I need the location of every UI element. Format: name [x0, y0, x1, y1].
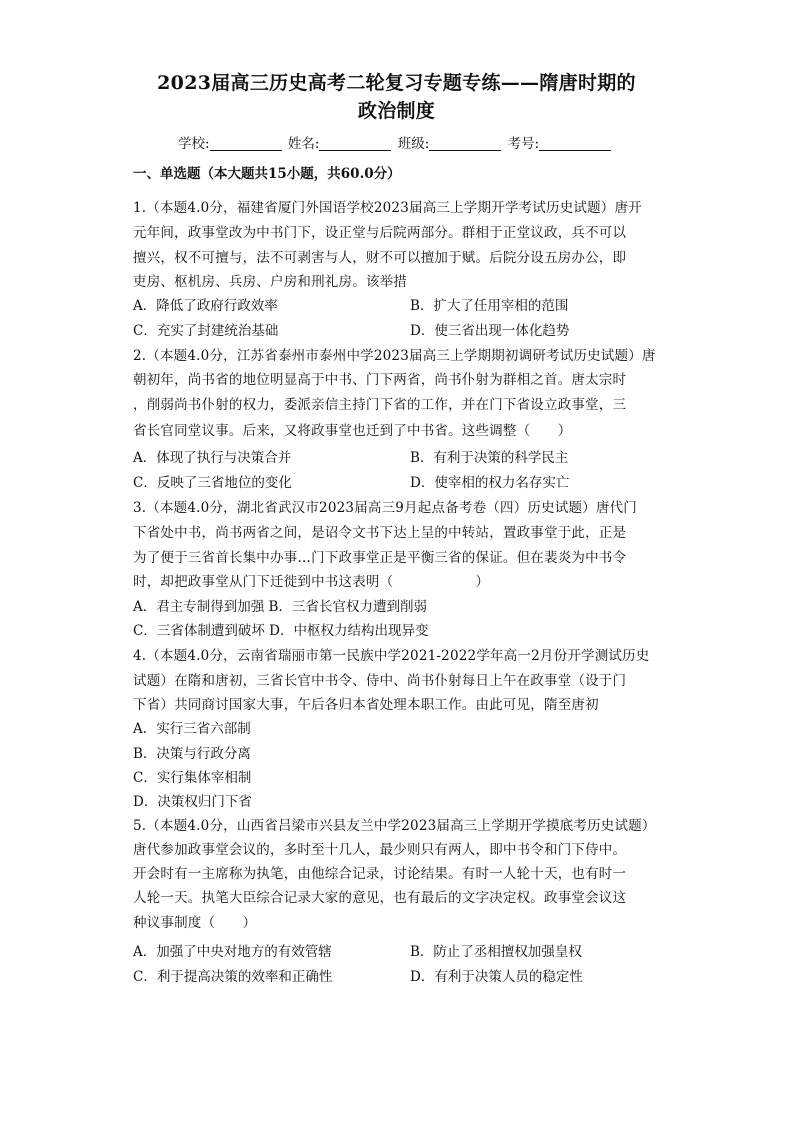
question-1-option-d[interactable]: D．使三省出现一体化趋势	[410, 323, 570, 339]
question-5-option-d[interactable]: D．有利于决策人员的稳定性	[410, 969, 583, 985]
question-4-line: 下省）共同商讨国家大事，午后各归本省处理本职工作。由此可见，隋至唐初	[133, 697, 599, 713]
question-4-option-a[interactable]: A．实行三省六部制	[133, 721, 251, 737]
question-5-line: 5.（本题4.0分，山西省吕梁市兴县友兰中学2023届高三上学期开学摸底考历史试题）	[133, 818, 656, 834]
question-4-line: 4.（本题4.0分，云南省瑞丽市第一民族中学2021-2022学年高一2月份开学测试历史	[133, 648, 650, 664]
question-5-line: 种议事制度（ ）	[133, 915, 257, 931]
question-3-line: 为了便于三省首长集中办事…门下政事堂正是平衡三省的保证。但在裴炎为中书令	[133, 550, 627, 566]
question-1-option-b[interactable]: B．扩大了任用宰相的范围	[410, 298, 569, 314]
question-2-option-b[interactable]: B．有利于决策的科学民主	[410, 450, 569, 466]
question-1-line: 元年间，政事堂改为中书门下，设正堂与后院两部分。群相于正堂议政，兵不可以	[133, 225, 627, 241]
exam-number-label: 考号:	[507, 136, 540, 152]
question-3-options-cd[interactable]: C．三省体制遭到破坏 D．中枢权力结构出现异变	[133, 623, 429, 639]
exam-number-blank[interactable]	[539, 136, 611, 151]
question-5-option-a[interactable]: A．加强了中央对地方的有效管辖	[133, 944, 332, 960]
question-2-line: ，削弱尚书仆射的权力，委派亲信主持门下省的工作，并在门下省设立政事堂，三	[133, 397, 627, 413]
question-5-line: 人轮一天。执笔大臣综合记录大家的意见，也有最后的文字决定权。政事堂会议这	[133, 890, 627, 906]
question-5-option-b[interactable]: B．防止了丞相擅权加强皇权	[410, 944, 582, 960]
question-5-line: 开会时有一主席称为执笔，由他综合记录，讨论结果。有时一人轮十天，也有时一	[133, 866, 627, 882]
question-4-option-b[interactable]: B．决策与行政分离	[133, 746, 251, 762]
question-1-option-a[interactable]: A．降低了政府行政效率	[133, 298, 278, 314]
class-blank[interactable]	[429, 136, 501, 151]
school-label: 学校:	[178, 136, 210, 152]
page-title-line1: 2023届高三历史高考二轮复习专题专练——隋唐时期的	[157, 72, 636, 94]
question-3-line: 时，却把政事堂从门下迁徙到中书这表明（ ）	[133, 574, 490, 590]
class-label: 班级:	[397, 136, 430, 152]
page-title-line2: 政治制度	[357, 100, 436, 122]
name-blank[interactable]	[319, 136, 391, 151]
question-2-option-a[interactable]: A．体现了执行与决策合并	[133, 450, 292, 466]
question-2-line: 朝初年，尚书省的地位明显高于中书、门下两省，尚书仆射为群相之首。唐太宗时	[133, 372, 627, 388]
question-2-option-d[interactable]: D．使宰相的权力名存实亡	[410, 475, 570, 491]
section-heading: 一、单选题（本大题共15小题，共60.0分）	[133, 166, 401, 182]
question-5-option-c[interactable]: C．利于提高决策的效率和正确性	[133, 969, 333, 985]
question-1-line: 擅兴，权不可擅与，法不可剥害与人，财不可以擅加于赋。后院分设五房办公，即	[133, 250, 627, 266]
question-1-line: 吏房、枢机房、兵房、户房和刑礼房。该举措	[133, 274, 407, 290]
question-1-option-c[interactable]: C．充实了封建统治基础	[133, 323, 279, 339]
question-2-option-c[interactable]: C．反映了三省地位的变化	[133, 475, 292, 491]
question-3-line: 3.（本题4.0分，湖北省武汉市2023届高三9月起点备考卷（四）历史试题）唐代门	[133, 500, 637, 516]
question-4-line: 试题）在隋和唐初，三省长官中书令、侍中、尚书仆射每日上午在政事堂（设于门	[133, 673, 627, 689]
question-3-line: 下省处中书，尚书两省之间，是诏令文书下达上呈的中转站，置政事堂于此，正是	[133, 525, 627, 541]
name-label: 姓名:	[287, 136, 320, 152]
question-5-line: 唐代参加政事堂会议的，多时至十几人，最少则只有两人，即中书令和门下侍中。	[133, 842, 627, 858]
school-blank[interactable]	[210, 136, 282, 151]
question-4-option-d[interactable]: D．决策权归门下省	[133, 794, 252, 810]
student-info-row	[178, 132, 613, 152]
question-3-options-ab[interactable]: A．君主专制得到加强 B．三省长官权力遭到削弱	[133, 599, 427, 615]
question-2-line: 省长官同堂议事。后来，又将政事堂也迁到了中书省。这些调整（ ）	[133, 423, 572, 439]
question-4-option-c[interactable]: C．实行集体宰相制	[133, 770, 252, 786]
question-1-line: 1.（本题4.0分，福建省厦门外国语学校2023届高三上学期开学考试历史试题）唐开	[133, 200, 642, 216]
question-2-line: 2.（本题4.0分，江苏省泰州市泰州中学2023届高三上学期期初调研考试历史试题）唐	[133, 348, 656, 364]
